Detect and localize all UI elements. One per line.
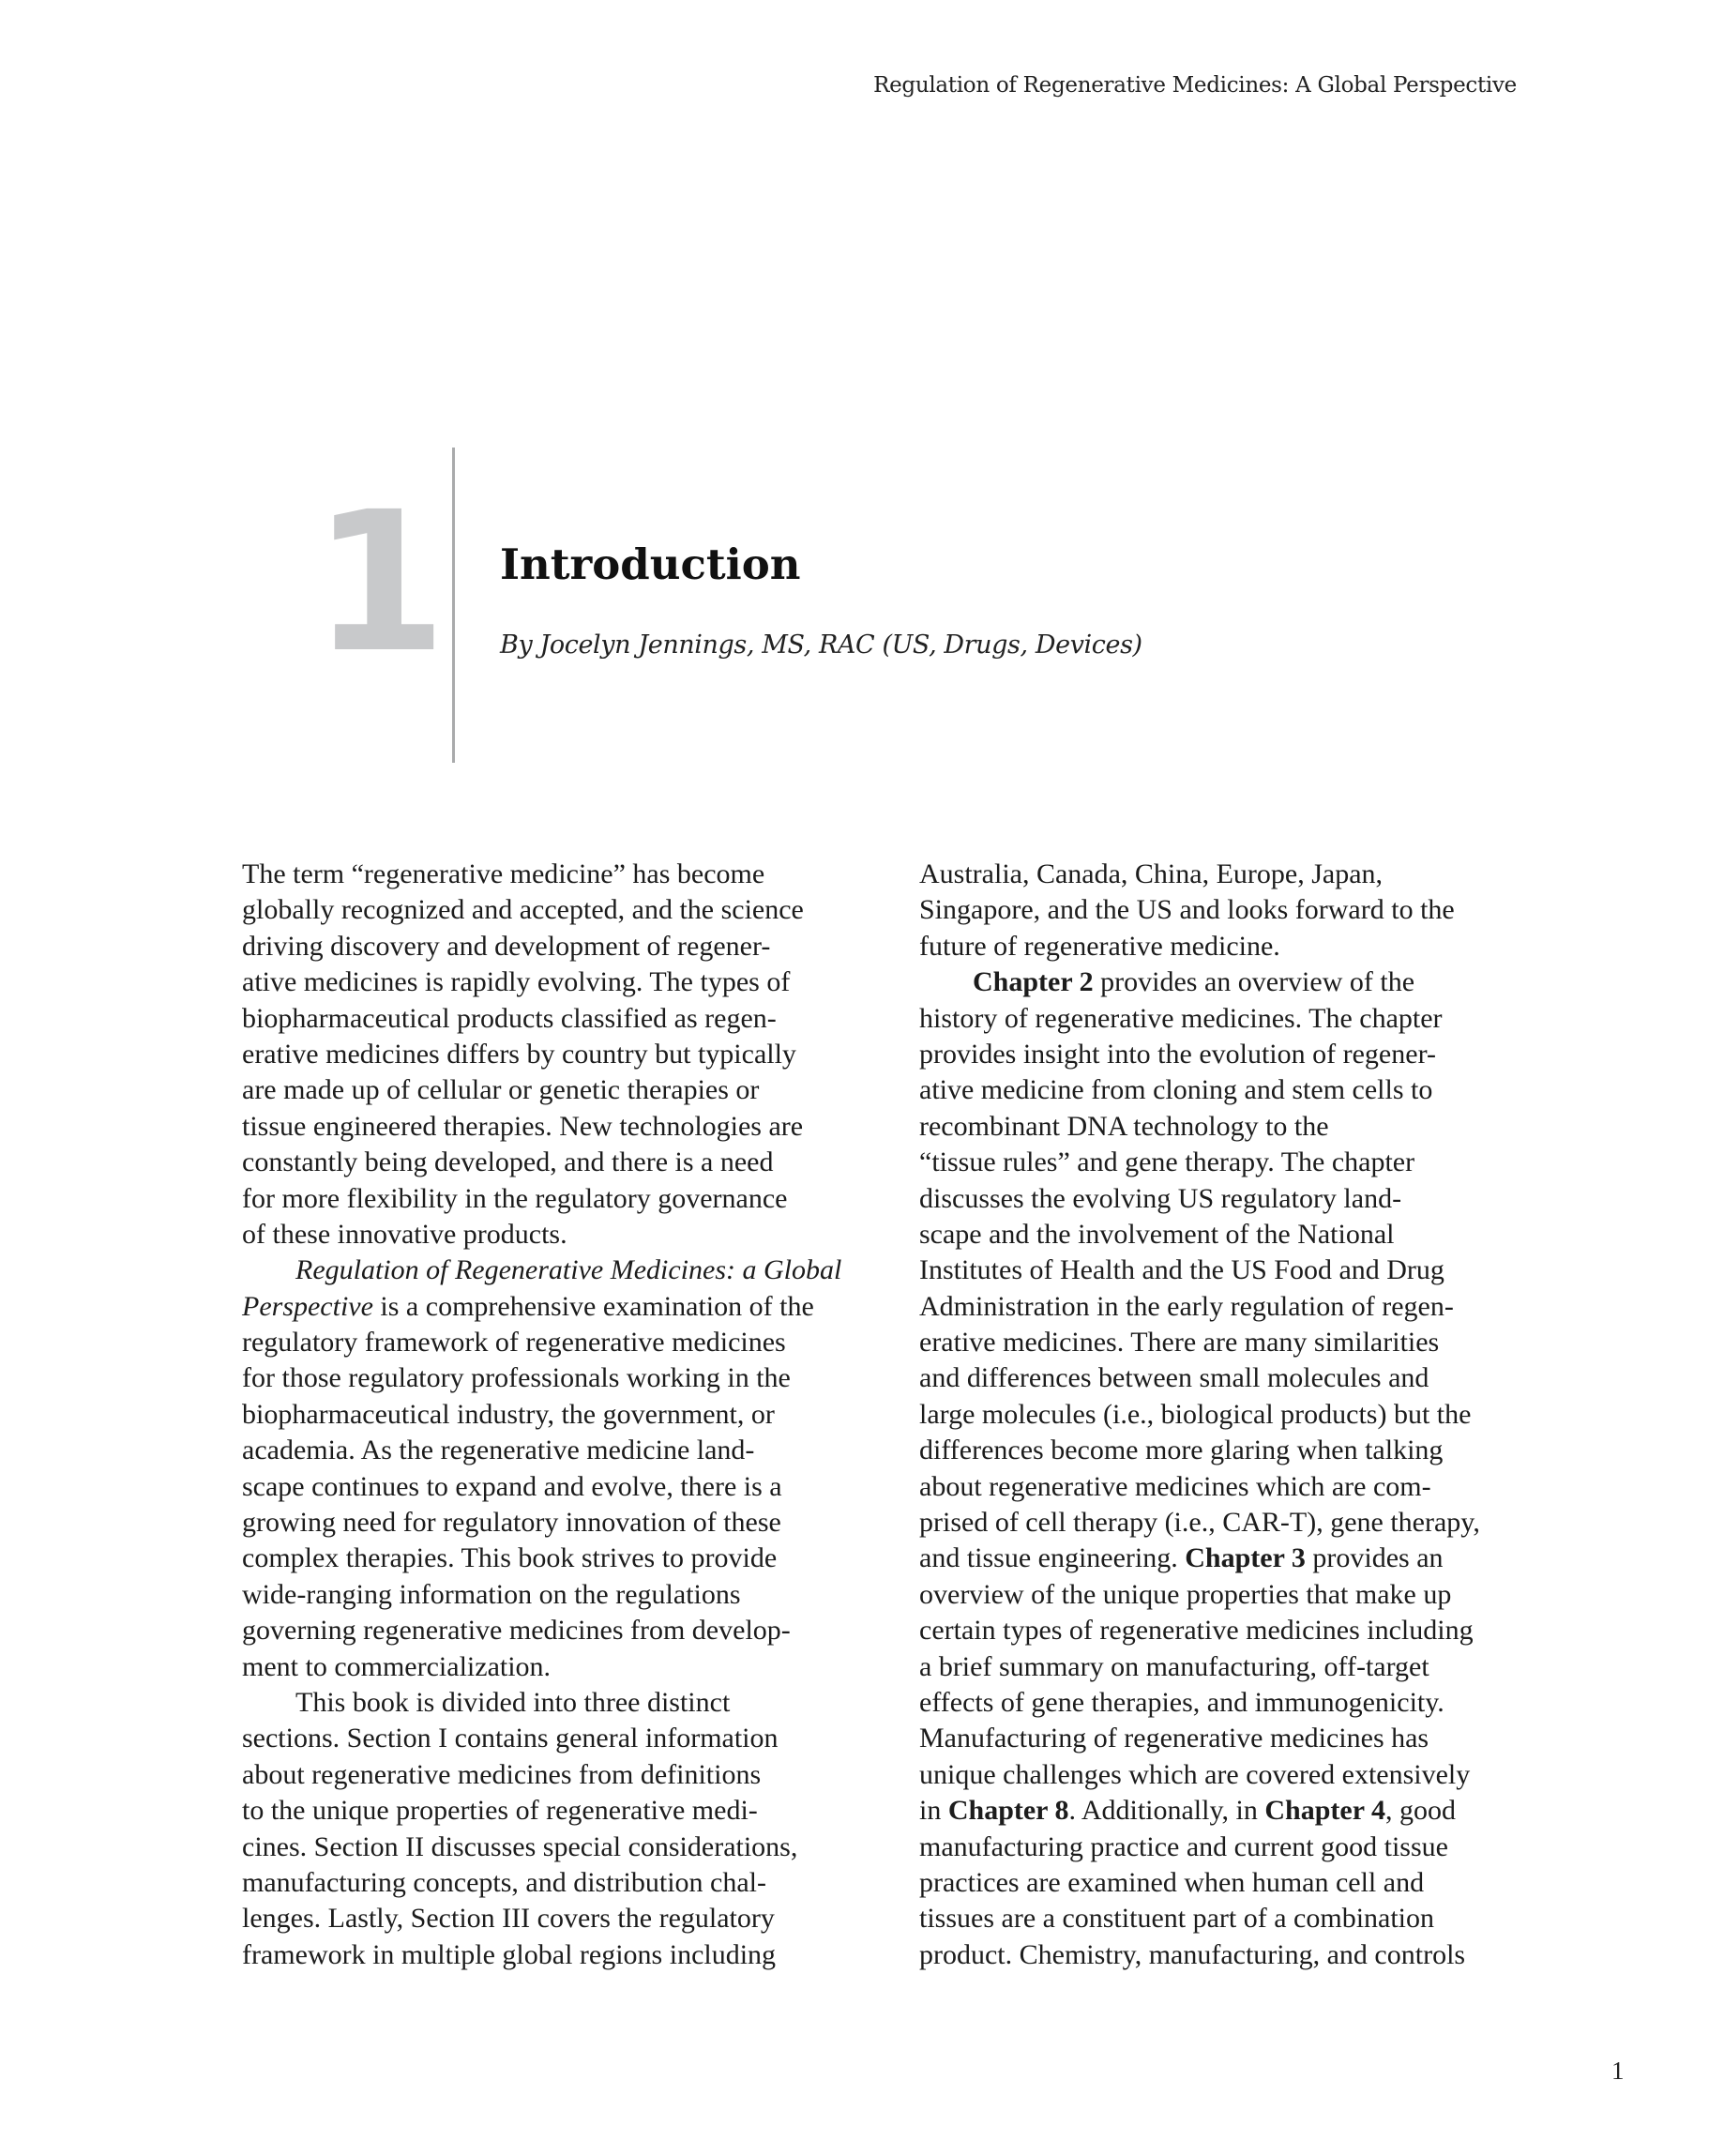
text-line (919, 857, 1538, 892)
text-segment: provides an (1305, 1542, 1444, 1574)
text-segment: overview of the unique properties that make up (919, 1578, 1452, 1610)
text-segment: about regenerative medicines which are com- (919, 1470, 1431, 1502)
text-line (919, 1505, 1538, 1541)
text-segment: ative medicines is rapidly evolving. The types of (242, 966, 791, 998)
text-segment: erative medicines differs by country but typically (242, 1038, 796, 1070)
chapter-divider-rule (452, 448, 455, 763)
text-segment: of these innovative products. (242, 1218, 567, 1250)
text-segment: academia. As the regenerative medicine land- (242, 1435, 755, 1466)
text-line (919, 1109, 1538, 1145)
text-line (242, 964, 861, 1000)
text-line (242, 1433, 861, 1468)
text-segment: large molecules (i.e., biological products) but the (919, 1398, 1472, 1430)
text-line (242, 1830, 861, 1865)
text-segment: “tissue rules” and gene therapy. The chapter (919, 1146, 1415, 1178)
text-segment: in (919, 1795, 948, 1827)
text-line (919, 1830, 1538, 1865)
text-segment: Institutes of Health and the US Food and Drug (919, 1254, 1444, 1286)
chapter-title: Introduction (500, 539, 801, 589)
chapter-byline: By Jocelyn Jennings, MS, RAC (US, Drugs, Devices) (500, 630, 1142, 660)
text-segment: scape and the involvement of the National (919, 1218, 1395, 1250)
text-line (242, 1793, 861, 1829)
text-segment: certain types of regenerative medicines including (919, 1615, 1474, 1647)
chapter-reference: Chapter 3 (1185, 1542, 1306, 1574)
text-segment: biopharmaceutical industry, the government, or (242, 1398, 775, 1430)
text-line (242, 1541, 861, 1576)
page-number: 1 (1611, 2057, 1625, 2085)
chapter-reference: Chapter 4 (1264, 1795, 1385, 1827)
text-line (242, 1613, 861, 1648)
text-line (242, 1505, 861, 1541)
text-segment: sections. Section I contains general information (242, 1723, 779, 1754)
text-segment: ative medicine from cloning and stem cells to (919, 1074, 1433, 1106)
text-line (919, 1325, 1538, 1360)
text-segment: ment to commercialization. (242, 1650, 552, 1682)
text-line (919, 1433, 1538, 1468)
text-segment: Manufacturing of regenerative medicines has (919, 1723, 1429, 1754)
text-segment: lenges. Lastly, Section III covers the regulatory (242, 1903, 775, 1935)
text-line (919, 1577, 1538, 1613)
text-line (919, 1901, 1538, 1936)
text-line (919, 1613, 1538, 1648)
text-line (919, 1757, 1538, 1793)
chapter-reference: Chapter 8 (947, 1795, 1069, 1827)
text-segment: about regenerative medicines from definitions (242, 1758, 762, 1790)
text-segment: complex therapies. This book strives to provide (242, 1542, 778, 1574)
text-segment: This book is divided into three distinct (295, 1686, 731, 1718)
text-line (242, 1757, 861, 1793)
text-segment: prised of cell therapy (i.e., CAR-T), gene therapy, (919, 1507, 1480, 1539)
text-segment: erative medicines. There are many similarities (919, 1327, 1440, 1359)
chapter-number: 1 (312, 470, 447, 695)
text-line (242, 1397, 861, 1433)
text-line (919, 929, 1538, 964)
text-line (919, 1217, 1538, 1253)
text-segment: The term “regenerative medicine” has become (242, 858, 765, 889)
text-segment: cines. Section II discusses special considerations, (242, 1830, 798, 1862)
text-line (242, 1072, 861, 1108)
body-column-right (919, 857, 1538, 1973)
text-segment: driving discovery and development of regener- (242, 930, 771, 962)
text-line (919, 1145, 1538, 1180)
text-segment: history of regenerative medicines. The chapter (919, 1002, 1443, 1034)
text-segment: for more flexibility in the regulatory governance (242, 1182, 788, 1214)
text-line (919, 1289, 1538, 1325)
text-segment: discusses the evolving US regulatory land- (919, 1182, 1402, 1214)
text-segment: product. Chemistry, manufacturing, and controls (919, 1938, 1466, 1970)
text-segment: is a comprehensive examination of the (372, 1290, 814, 1322)
running-header: Regulation of Regenerative Medicines: A Global Perspective (873, 73, 1517, 98)
text-line (242, 1217, 861, 1253)
text-line (919, 1685, 1538, 1721)
text-line (919, 1937, 1538, 1973)
text-segment: are made up of cellular or genetic therapies or (242, 1074, 760, 1106)
text-line (242, 1001, 861, 1037)
text-line (919, 1649, 1538, 1685)
text-segment: tissue engineered therapies. New technologies are (242, 1110, 804, 1142)
text-line (242, 1253, 861, 1288)
book-title-italic: Perspective (242, 1290, 373, 1322)
text-segment: provides an overview of the (1093, 966, 1415, 998)
text-line (919, 1793, 1538, 1829)
text-segment: regulatory framework of regenerative medicines (242, 1327, 786, 1359)
text-segment: . Additionally, in (1068, 1795, 1265, 1827)
text-line (242, 1937, 861, 1973)
text-segment: growing need for regulatory innovation of these (242, 1507, 781, 1539)
text-segment: governing regenerative medicines from develop- (242, 1615, 791, 1647)
text-segment: recombinant DNA technology to the (919, 1110, 1329, 1142)
text-segment: practices are examined when human cell and (919, 1866, 1425, 1898)
text-segment: Australia, Canada, China, Europe, Japan, (919, 858, 1384, 889)
text-line (242, 1685, 861, 1721)
text-segment: biopharmaceutical products classified as regen- (242, 1002, 777, 1034)
text-segment: effects of gene therapies, and immunogenicity. (919, 1686, 1444, 1718)
text-line (242, 1469, 861, 1505)
text-segment: globally recognized and accepted, and the science (242, 894, 804, 926)
text-segment: future of regenerative medicine. (919, 930, 1280, 962)
text-segment: to the unique properties of regenerative medi- (242, 1795, 758, 1827)
text-segment: Administration in the early regulation of regen- (919, 1290, 1454, 1322)
text-line (242, 1037, 861, 1072)
text-line (242, 1901, 861, 1936)
text-line (242, 1360, 861, 1396)
text-line (919, 1541, 1538, 1576)
text-line (242, 1325, 861, 1360)
text-line (919, 1037, 1538, 1072)
text-line (919, 964, 1538, 1000)
text-line (242, 1181, 861, 1217)
text-segment: manufacturing practice and current good tissue (919, 1830, 1448, 1862)
text-line (919, 1253, 1538, 1288)
text-segment: manufacturing concepts, and distribution chal- (242, 1866, 766, 1898)
text-line (242, 1145, 861, 1180)
text-segment: wide-ranging information on the regulations (242, 1578, 741, 1610)
text-line (242, 1865, 861, 1901)
text-line (919, 1469, 1538, 1505)
text-segment: provides insight into the evolution of regener- (919, 1038, 1436, 1070)
text-line (919, 1865, 1538, 1901)
text-line (242, 1649, 861, 1685)
body-column-left (242, 857, 861, 1973)
text-segment: constantly being developed, and there is a need (242, 1146, 774, 1178)
text-line (242, 892, 861, 928)
text-segment: , good (1384, 1795, 1456, 1827)
text-segment: framework in multiple global regions including (242, 1938, 777, 1970)
text-line (242, 929, 861, 964)
text-line (242, 1721, 861, 1756)
text-line (919, 1360, 1538, 1396)
text-segment: scape continues to expand and evolve, there is a (242, 1470, 782, 1502)
text-segment: and differences between small molecules and (919, 1362, 1429, 1394)
text-line (919, 1072, 1538, 1108)
text-line (919, 1001, 1538, 1037)
text-line (242, 1577, 861, 1613)
text-segment: and tissue engineering. (919, 1542, 1186, 1574)
text-segment: Singapore, and the US and looks forward to the (919, 894, 1455, 926)
text-line (919, 1181, 1538, 1217)
text-line (242, 857, 861, 892)
text-segment: unique challenges which are covered extensively (919, 1758, 1471, 1790)
text-line (919, 892, 1538, 928)
text-segment: a brief summary on manufacturing, off-target (919, 1650, 1429, 1682)
chapter-reference: Chapter 2 (973, 966, 1094, 998)
book-title-italic: Regulation of Regenerative Medicines: a Global (295, 1254, 842, 1286)
text-line (242, 1109, 861, 1145)
text-line (242, 1289, 861, 1325)
text-line (919, 1397, 1538, 1433)
text-segment: differences become more glaring when talking (919, 1435, 1444, 1466)
text-segment: tissues are a constituent part of a combination (919, 1903, 1435, 1935)
text-line (919, 1721, 1538, 1756)
text-segment: for those regulatory professionals working in the (242, 1362, 791, 1394)
